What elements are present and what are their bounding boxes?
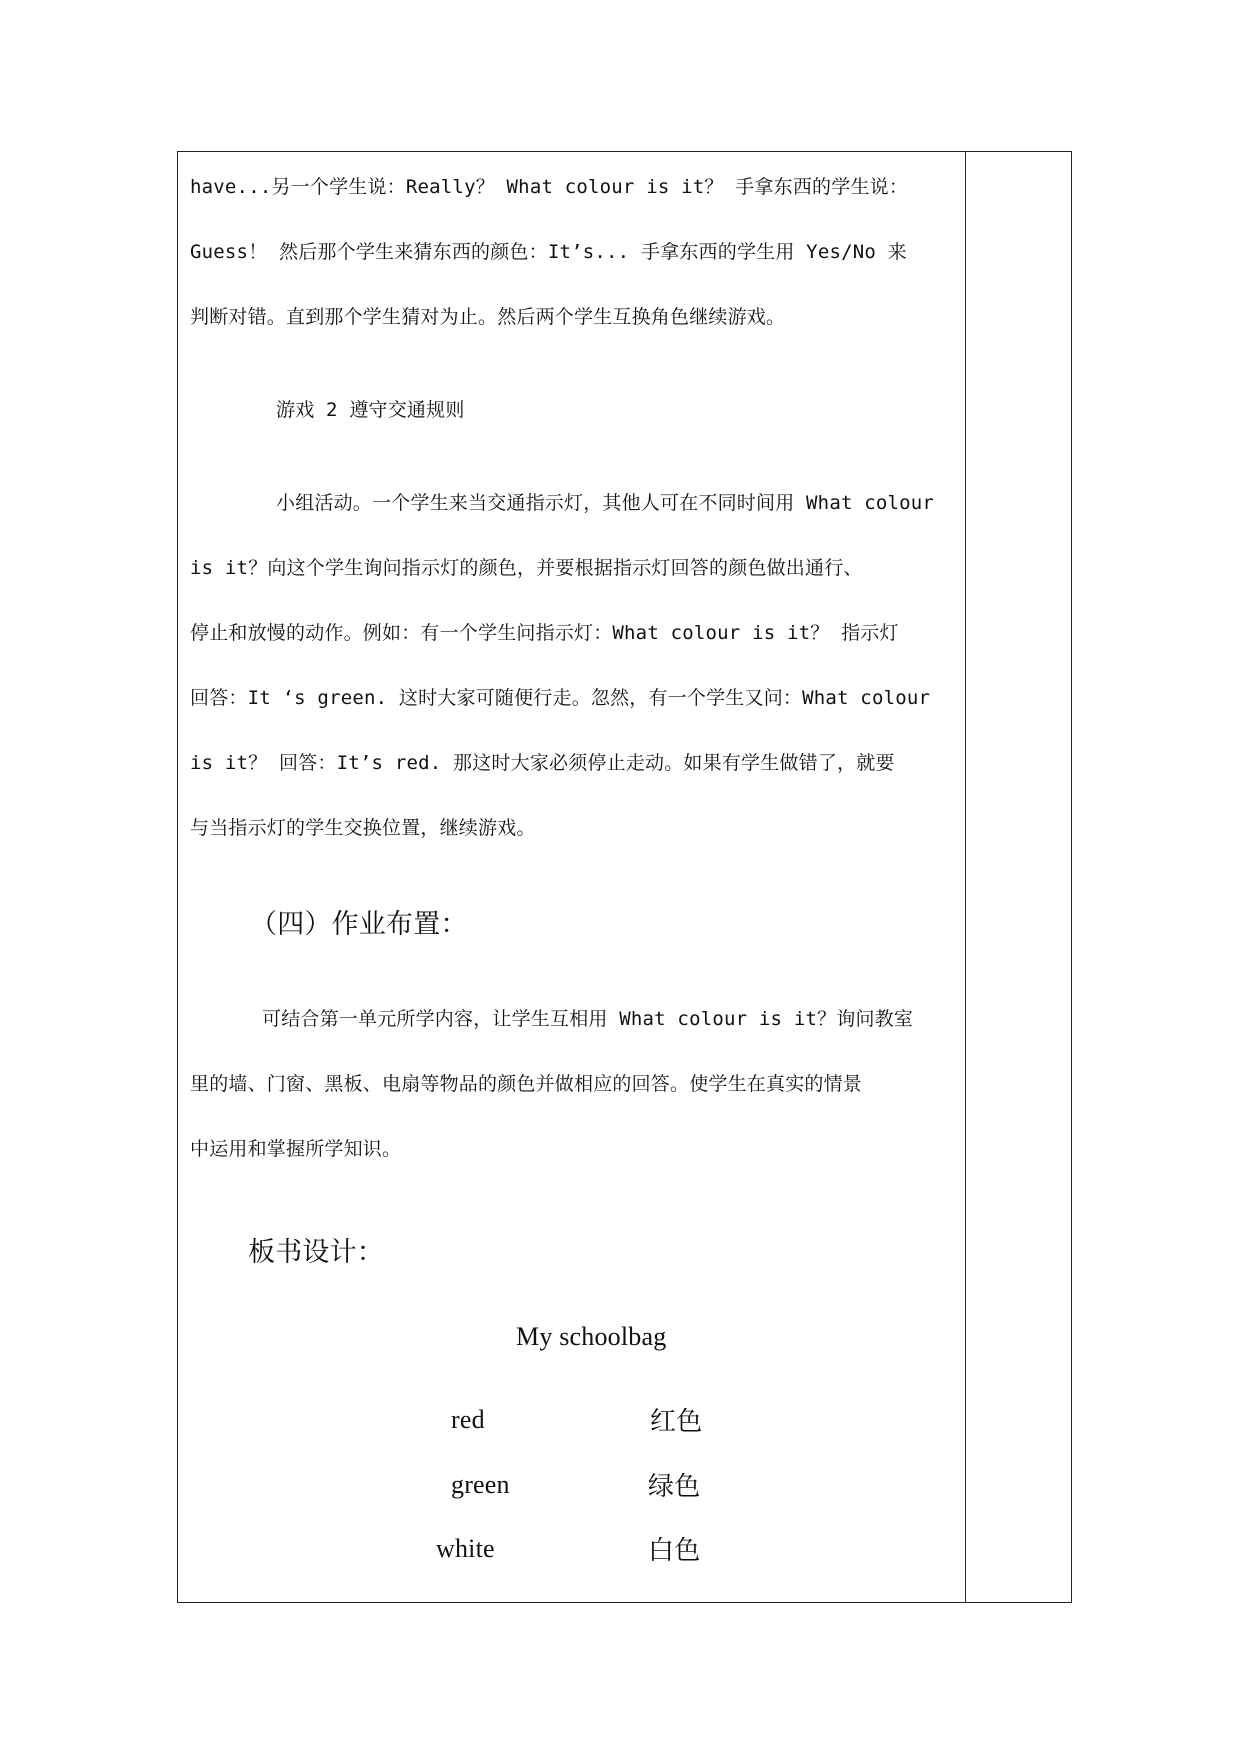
paragraph1-line: Guess！ 然后那个学生来猜东西的颜色：It’s... 手拿东西的学生用 Yes/No 来	[190, 241, 907, 263]
homework-line: 里的墙、门窗、黑板、电扇等物品的颜色并做相应的回答。使学生在真实的情景	[190, 1073, 863, 1095]
lesson-content-cell	[178, 152, 965, 1602]
game2-title: 游戏 2 遵守交通规则	[276, 399, 465, 421]
board-word-en: white	[436, 1534, 495, 1563]
board-word-en: red	[451, 1405, 485, 1434]
lesson-table	[177, 151, 1072, 1603]
board-word-zh: 绿色	[648, 1472, 701, 1501]
paragraph2-line: 与当指示灯的学生交换位置，继续游戏。	[190, 817, 536, 839]
paragraph2-line: 小组活动。一个学生来当交通指示灯，其他人可在不同时间用 What colour	[276, 492, 935, 514]
board-title: My schoolbag	[516, 1322, 667, 1351]
homework-line: 可结合第一单元所学内容，让学生互相用 What colour is it？询问教室	[262, 1008, 914, 1030]
paragraph1-line: 判断对错。直到那个学生猜对为止。然后两个学生互换角色继续游戏。	[190, 306, 786, 328]
board-word-en: green	[451, 1470, 510, 1499]
paragraph1-line: have...另一个学生说：Really？ What colour is it？ 手拿东西的学生说：	[190, 176, 909, 198]
paragraph2-line: is it？向这个学生询问指示灯的颜色，并要根据指示灯回答的颜色做出通行、	[190, 557, 863, 579]
paragraph2-line: 停止和放慢的动作。例如：有一个学生问指示灯：What colour is it？ 指示灯	[190, 622, 899, 644]
board-word-zh: 红色	[650, 1407, 703, 1436]
column-divider	[965, 152, 966, 1602]
homework-line: 中运用和掌握所学知识。	[190, 1138, 402, 1160]
homework-heading: （四）作业布置：	[250, 909, 468, 940]
paragraph2-line: is it？ 回答：It’s red. 那这时大家必须停止走动。如果有学生做错了，就要	[190, 752, 895, 774]
paragraph2-line: 回答：It ‘s green. 这时大家可随便行走。忽然，有一个学生又问：What colour	[190, 687, 931, 709]
board-heading: 板书设计：	[248, 1237, 384, 1268]
board-word-zh: 白色	[648, 1536, 701, 1565]
